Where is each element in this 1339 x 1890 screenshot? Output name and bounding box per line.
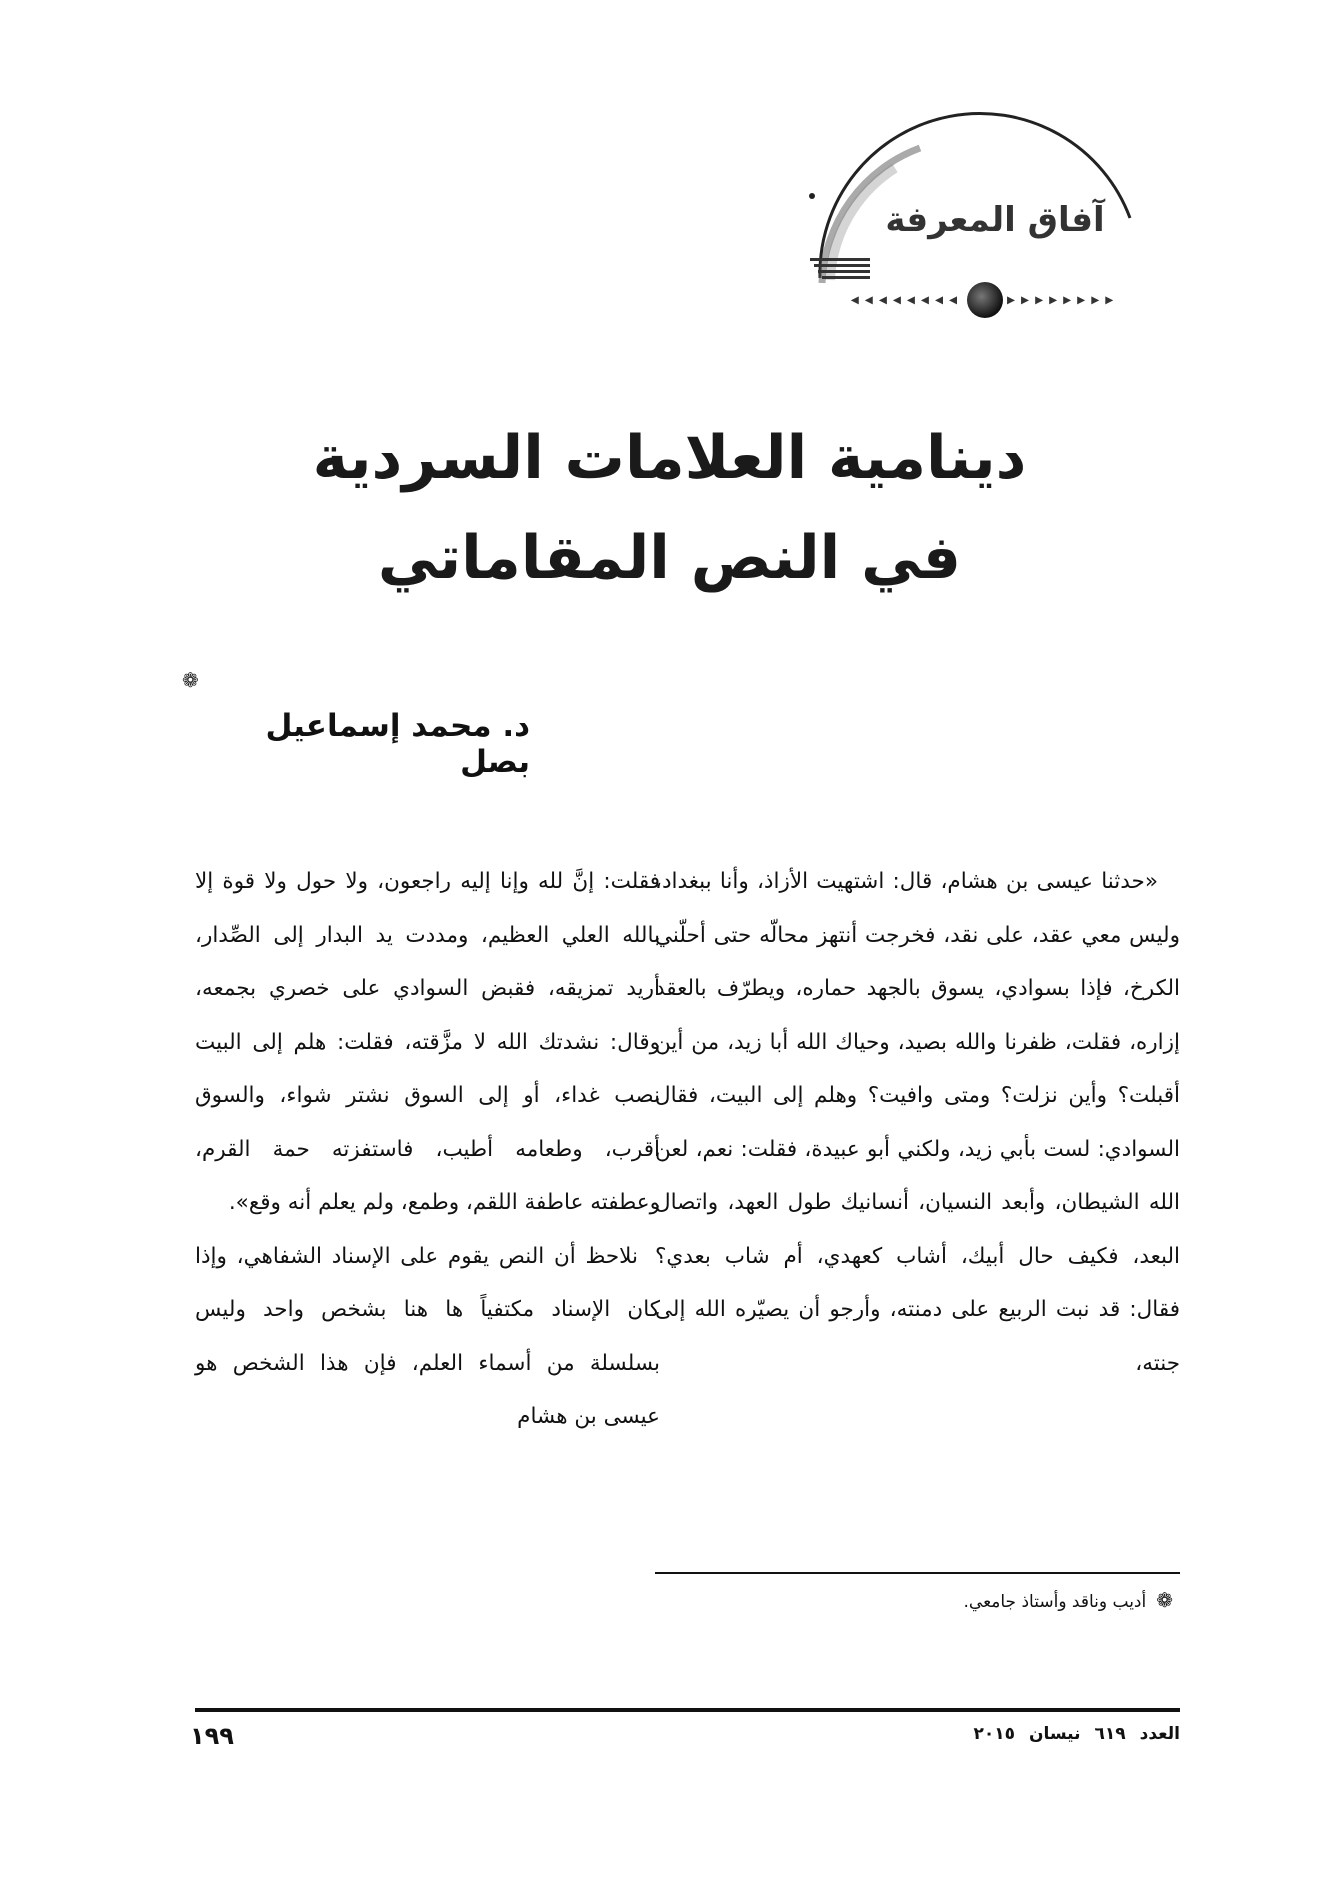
body-column-right xyxy=(655,855,1180,1390)
footer-divider xyxy=(195,1708,1180,1712)
paragraph: فقلت: إنَّ لله وإنا إليه راجعون، ولا حول ولا قوة إلا بالله العلي العظيم، ومددت يد البدار إلى الصِّدار، أريد تمزيقه، فقبض السوادي على خصري بجمعه، وقال: نشدتك الله لا مزَّقته، فقلت: هلم إلى البيت نصب غداء، أو إلى السوق نشتر شواء، والسوق أقرب، وطعامه أطيب، فاستفزته حمة القرم، وعطفته عاطفة اللقم، وطمع، ولم يعلم أنه وقع». xyxy=(195,869,660,1215)
ornament-divider: ◂◂◂◂◂◂◂◂ ▸▸▸▸▸▸▸▸ xyxy=(790,282,1180,318)
center-globe-icon xyxy=(967,282,1003,318)
issue-year: ٢٠١٥ xyxy=(973,1724,1015,1744)
magazine-logo xyxy=(790,108,1190,328)
footnote-divider xyxy=(655,1572,1180,1574)
body-column-left xyxy=(195,855,660,1444)
issue-number: ٦١٩ xyxy=(1094,1724,1126,1744)
article-title-line-1: دينامية العلامات السردية xyxy=(312,423,1027,493)
issue-month: نيسان xyxy=(1028,1724,1081,1744)
flower-icon: ❁ xyxy=(182,668,199,692)
footnote-text: أديب وناقد وأستاذ جامعي. xyxy=(963,1592,1147,1612)
flower-icon: ❁ xyxy=(1156,1588,1173,1612)
author-name: د. محمد إسماعيل بصل xyxy=(265,708,530,780)
issue-label: العدد xyxy=(1139,1724,1180,1744)
page-number: ١٩٩ xyxy=(190,1722,234,1750)
article-title-line-2: في النص المقاماتي xyxy=(377,523,962,593)
paragraph: نلاحظ أن النص يقوم على الإسناد الشفاهي، وإذا كان الإسناد مكتفياً ها هنا بشخص واحد وليس بسلسلة من أسماء العلم، فإن هذا الشخص هو عيسى بن هشام xyxy=(195,1243,660,1429)
footnote xyxy=(655,1588,1173,1612)
logo-title: آفاق المعرفة xyxy=(885,200,1105,240)
issue-info xyxy=(880,1724,1180,1744)
paragraph: «حدثنا عيسى بن هشام، قال: اشتهيت الأزاذ، وأنا ببغداد، وليس معي عقد، على نقد، فخرجت أنتهز محالّه حتى أحلّني الكرخ، فإذا بسوادي، يسوق بالجهد حماره، ويطرّف بالعقد إزاره، فقلت، ظفرنا والله بصيد، وحياك الله أبا زيد، من أين أقبلت؟ وأين نزلت؟ ومتى وافيت؟ وهلم إلى البيت، فقال السوادي: لست بأبي زيد، ولكني أبو عبيدة، فقلت: نعم، لعن الله الشيطان، وأبعد النسيان، أنسانيك طول العهد، واتصال البعد، فكيف حال أبيك، أشاب كعهدي، أم شاب بعدي؟ فقال: قد نبت الربيع على دمنته، وأرجو أن يصيّره الله إلى جنته، xyxy=(655,869,1180,1376)
